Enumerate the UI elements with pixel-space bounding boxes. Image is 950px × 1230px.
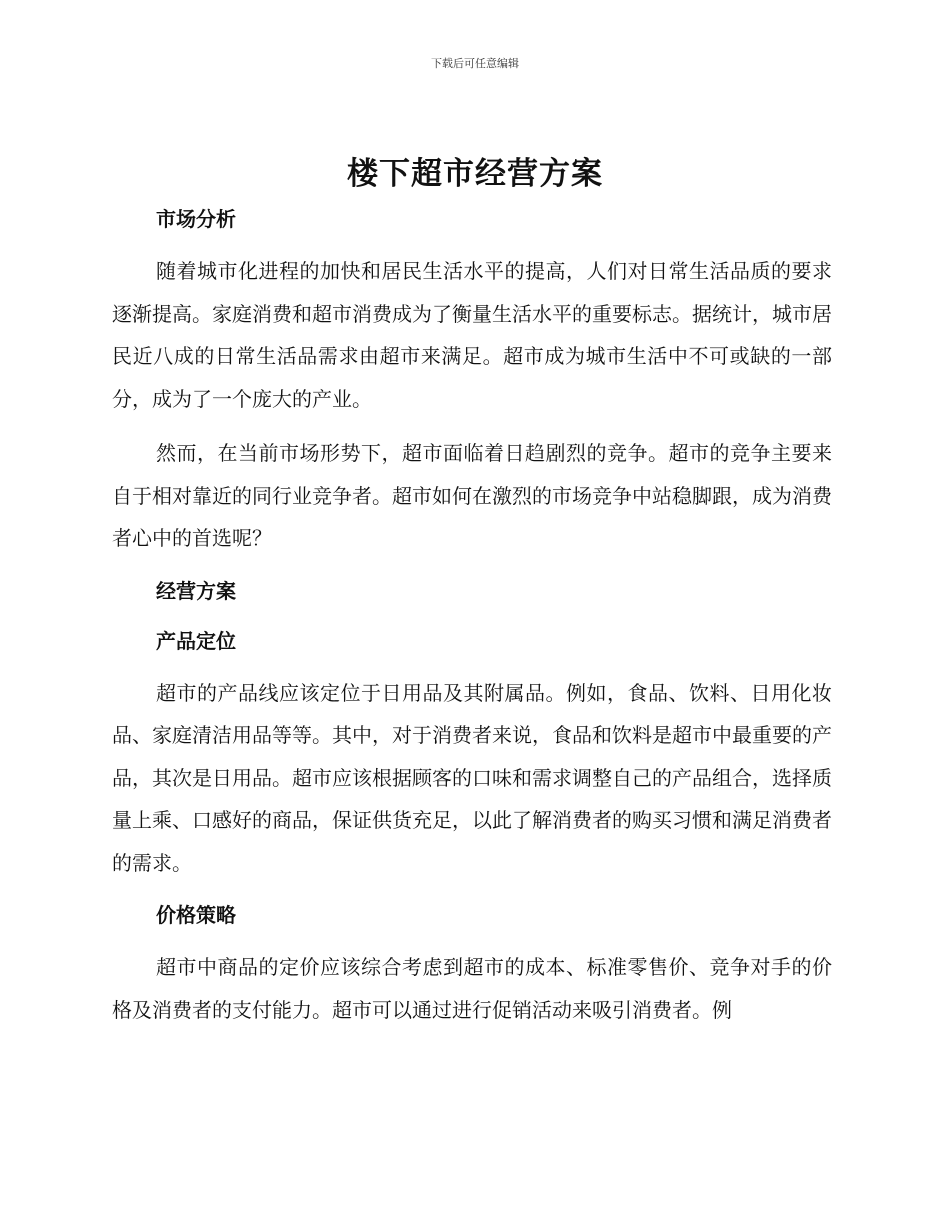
section-heading-market-analysis: 市场分析: [156, 207, 236, 231]
section-heading-product-positioning: 产品定位: [156, 628, 236, 653]
page-header-note: 下载后可任意编辑: [431, 57, 519, 70]
section-heading-pricing-strategy: 价格策略: [156, 903, 236, 927]
section-heading-business-plan: 经营方案: [156, 578, 236, 603]
document-title: 楼下超市经营方案: [347, 156, 603, 192]
paragraph-market-2: 然而，在当前市场形势下，超市面临着日趋剧烈的竞争。超市的竞争主要来自于相对靠近的同行业竞争者。超市如何在激烈的市场竞争中站稳脚跟，成为消费者心中的首选呢？: [112, 441, 832, 550]
paragraph-market-1: 随着城市化进程的加快和居民生活水平的提高，人们对日常生活品质的要求逐渐提高。家庭消费和超市消费成为了衡量生活水平的重要标志。据统计，城市居民近八成的日常生活品需求由超市来满足。超市成为城市生活中不可或缺的一部分，成为了一个庞大的产业。: [112, 259, 832, 411]
document-body: [112, 200, 832, 1043]
paragraph-price-1: 超市中商品的定价应该综合考虑到超市的成本、标准零售价、竞争对手的价格及消费者的支付能力。超市可以通过进行促销活动来吸引消费者。例: [112, 955, 832, 1022]
paragraph-product-1: 超市的产品线应该定位于日用品及其附属品。例如，食品、饮料、日用化妆品、家庭清洁用品等等。其中，对于消费者来说，食品和饮料是超市中最重要的产品，其次是日用品。超市应该根据顾客的口味和需求调整自己的产品组合，选择质量上乘、口感好的商品，保证供货充足，以此了解消费者的购买习惯和满足消费者的需求。: [112, 680, 832, 875]
